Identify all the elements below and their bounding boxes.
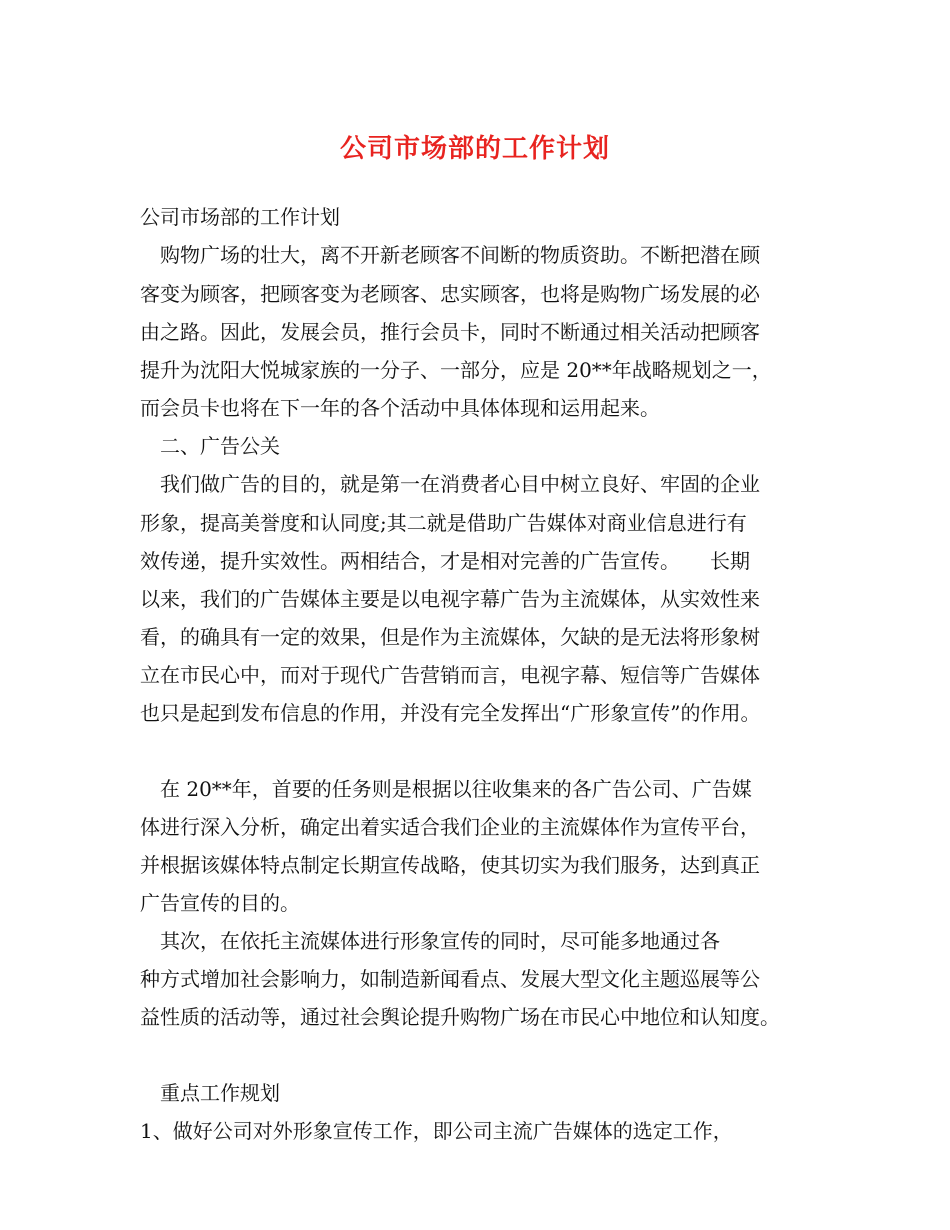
section-heading: 重点工作规划 — [140, 1081, 280, 1105]
text-line: 立在市民心中，而对于现代广告营销而言，电视字幕、短信等广告媒体 — [140, 663, 760, 687]
text-line: 种方式增加社会影响力，如制造新闻看点、发展大型文化主题巡展等公 — [140, 967, 760, 991]
text-line: 也只是起到发布信息的作用，并没有完全发挥出“广形象宣传”的作用。 — [140, 701, 761, 725]
text-line: 公司市场部的工作计划 — [140, 205, 340, 229]
text-line: 广告宣传的目的。 — [140, 891, 300, 915]
text-line: 而会员卡也将在下一年的各个活动中具体体现和运用起来。 — [140, 396, 660, 420]
text-line: 1、做好公司对外形象宣传工作，即公司主流广告媒体的选定工作， — [140, 1119, 733, 1143]
text-line: 在 20**年，首要的任务则是根据以往收集来的各广告公司、广告媒 — [140, 777, 752, 801]
text-line: 益性质的活动等，通过社会舆论提升购物广场在市民心中地位和认知度。 — [140, 1005, 780, 1029]
text-line: 客变为顾客，把顾客变为老顾客、忠实顾客，也将是购物广场发展的必 — [140, 282, 760, 306]
text-line: 购物广场的壮大，离不开新老顾客不间断的物质资助。不断把潜在顾 — [140, 243, 760, 267]
text-line: 我们做广告的目的，就是第一在消费者心目中树立良好、牢固的企业 — [140, 472, 760, 496]
text-line: 看，的确具有一定的效果，但是作为主流媒体，欠缺的是无法将形象树 — [140, 625, 760, 649]
document-title: 公司市场部的工作计划 — [339, 134, 610, 164]
text-line: 体进行深入分析，确定出着实适合我们企业的主流媒体作为宣传平台， — [140, 815, 760, 839]
text-line: 其次，在依托主流媒体进行形象宣传的同时，尽可能多地通过各 — [140, 929, 720, 953]
text-line: 以来，我们的广告媒体主要是以电视字幕广告为主流媒体，从实效性来 — [140, 587, 760, 611]
text-line: 形象，提高美誉度和认同度;其二就是借助广告媒体对商业信息进行有 — [140, 511, 747, 535]
text-line: 由之路。因此，发展会员，推行会员卡，同时不断通过相关活动把顾客 — [140, 320, 760, 344]
text-line: 提升为沈阳大悦城家族的一分子、一部分，应是 20**年战略规划之一， — [140, 358, 772, 382]
text-line: 效传递，提升实效性。两相结合，才是相对完善的广告宣传。 长期 — [140, 549, 750, 573]
section-heading: 二、广告公关 — [140, 434, 280, 458]
text-line: 并根据该媒体特点制定长期宣传战略，使其切实为我们服务，达到真正 — [140, 853, 760, 877]
